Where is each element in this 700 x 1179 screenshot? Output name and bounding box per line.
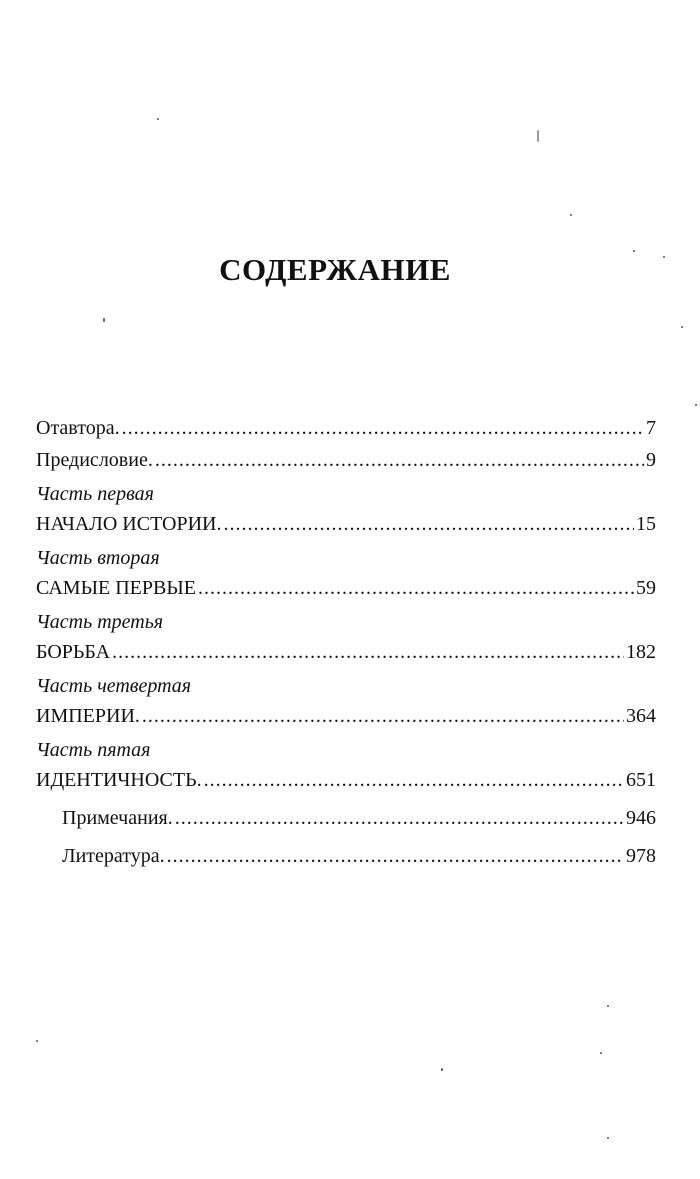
toc-entry-title: САМЫЕ ПЕРВЫЕ <box>36 577 197 599</box>
toc-entry-page: 182 <box>626 641 656 663</box>
dot-leader <box>204 764 624 796</box>
dot-leader <box>198 572 634 604</box>
toc-entry-part-1 <box>36 480 656 540</box>
toc-entry-title: ИМПЕРИИ. <box>36 705 140 727</box>
toc-entry-title: Литература. <box>62 845 165 867</box>
dot-leader <box>155 444 644 476</box>
dot-leader <box>175 802 624 834</box>
dot-leader <box>112 636 624 668</box>
scan-speck <box>681 326 683 328</box>
scan-speck <box>570 214 572 216</box>
toc-entry-page: 946 <box>626 807 656 829</box>
scan-speck <box>663 256 665 258</box>
scan-speck <box>537 130 539 142</box>
scan-speck <box>157 118 159 120</box>
table-of-contents <box>36 412 656 872</box>
toc-entry-part-2 <box>36 544 656 604</box>
toc-entry-title: Примечания. <box>62 807 173 829</box>
toc-entry-notes <box>36 802 656 834</box>
toc-entry-title: Отавтора. <box>36 417 120 439</box>
scan-speck <box>607 1137 609 1139</box>
toc-entry-page: 7 <box>646 417 656 439</box>
toc-entry-preface <box>36 444 656 476</box>
toc-entry-title: БОРЬБА <box>36 641 111 663</box>
toc-entry-title: Предисловие. <box>36 449 153 471</box>
toc-entry-page: 9 <box>646 449 656 471</box>
toc-entry-page: 15 <box>636 513 656 535</box>
toc-entry-part-5 <box>36 736 656 796</box>
toc-entry-part-4 <box>36 672 656 732</box>
toc-entry-page: 364 <box>626 705 656 727</box>
toc-entry-bibliography <box>36 840 656 872</box>
toc-part-label: Часть вторая <box>36 547 160 569</box>
toc-entry-title: НАЧАЛО ИСТОРИИ. <box>36 513 222 535</box>
toc-entry-page: 59 <box>636 577 656 599</box>
scan-speck <box>600 1052 602 1054</box>
dot-leader <box>224 508 635 540</box>
dot-leader <box>167 840 624 872</box>
dot-leader <box>122 412 644 444</box>
scan-speck <box>695 404 697 406</box>
toc-entry-page: 651 <box>626 769 656 791</box>
toc-part-label: Часть третья <box>36 611 164 633</box>
toc-entry-part-3 <box>36 608 656 668</box>
toc-part-label: Часть четвертая <box>36 675 192 697</box>
toc-entry-title: ИДЕНТИЧНОСТЬ. <box>36 769 202 791</box>
scan-speck <box>607 1005 609 1007</box>
scan-speck <box>633 250 635 252</box>
scan-speck <box>103 318 105 322</box>
scan-speck <box>441 1068 443 1071</box>
toc-entry-page: 978 <box>626 845 656 867</box>
page-title: СОДЕРЖАНИЕ <box>219 252 451 287</box>
scan-speck <box>36 1040 38 1042</box>
toc-part-label: Часть пятая <box>36 739 151 761</box>
toc-entry-from-author <box>36 412 656 444</box>
dot-leader <box>142 700 624 732</box>
toc-part-label: Часть первая <box>36 483 154 505</box>
